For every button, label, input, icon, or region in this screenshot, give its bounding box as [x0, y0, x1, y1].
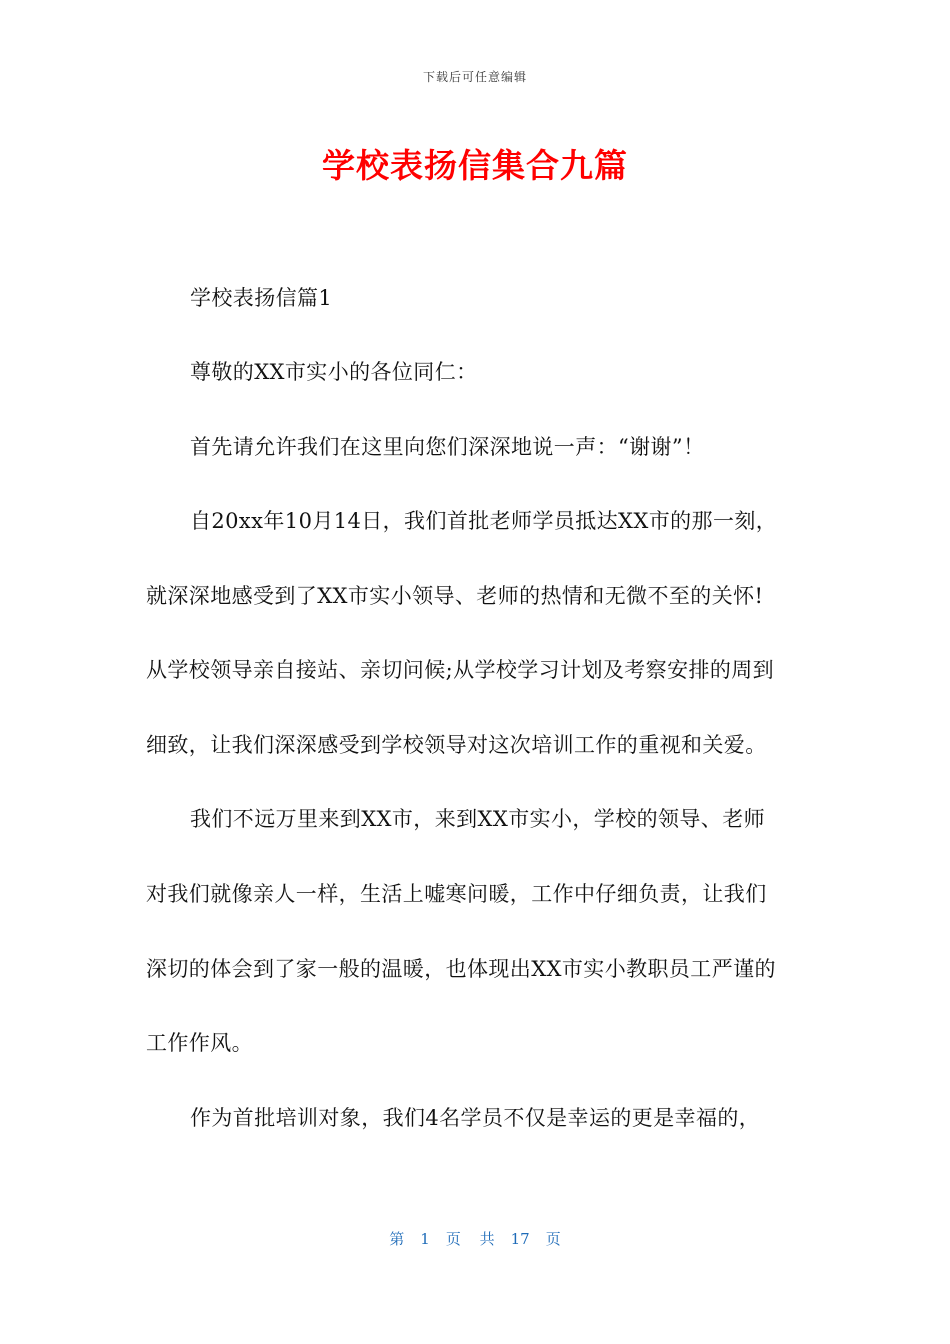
paragraph-line: 尊敬的XX市实小的各位同仁：	[190, 360, 478, 384]
document-title: 学校表扬信集合九篇	[322, 146, 628, 185]
paragraph-line: 工作作风。	[146, 1031, 253, 1055]
page-total: 17	[510, 1230, 530, 1248]
page-footer	[0, 1228, 950, 1249]
paragraph-line: 对我们就像亲人一样，生活上嘘寒问暖，工作中仔细负责，让我们	[146, 882, 767, 906]
paragraph-line: 就深深地感受到了XX市实小领导、老师的热情和无微不至的关怀!	[146, 584, 764, 608]
paragraph-line: 从学校领导亲自接站、亲切问候;从学校学习计划及考察安排的周到	[146, 658, 775, 682]
paragraph-line: 深切的体会到了家一般的温暖，也体现出XX市实小教职员工严谨的	[146, 957, 776, 981]
page-suffix: 页	[545, 1230, 561, 1248]
paragraph-line: 细致，让我们深深感受到学校领导对这次培训工作的重视和关爱。	[146, 733, 767, 757]
paragraph-line: 我们不远万里来到XX市，来到XX市实小，学校的领导、老师	[190, 807, 765, 831]
page-prefix: 第	[389, 1230, 405, 1248]
paragraph-line: 作为首批培训对象，我们4名学员不仅是幸运的更是幸福的，	[190, 1106, 761, 1130]
page-number: 1	[420, 1230, 430, 1248]
page-middle: 页 共	[445, 1230, 495, 1248]
paragraph-line: 自20xx年10月14日，我们首批老师学员抵达XX市的那一刻，	[190, 509, 778, 533]
paragraph-line: 首先请允许我们在这里向您们深深地说一声：“谢谢”！	[190, 435, 705, 459]
header-note: 下载后可任意编辑	[422, 70, 527, 84]
section-heading: 学校表扬信篇1	[190, 286, 333, 310]
